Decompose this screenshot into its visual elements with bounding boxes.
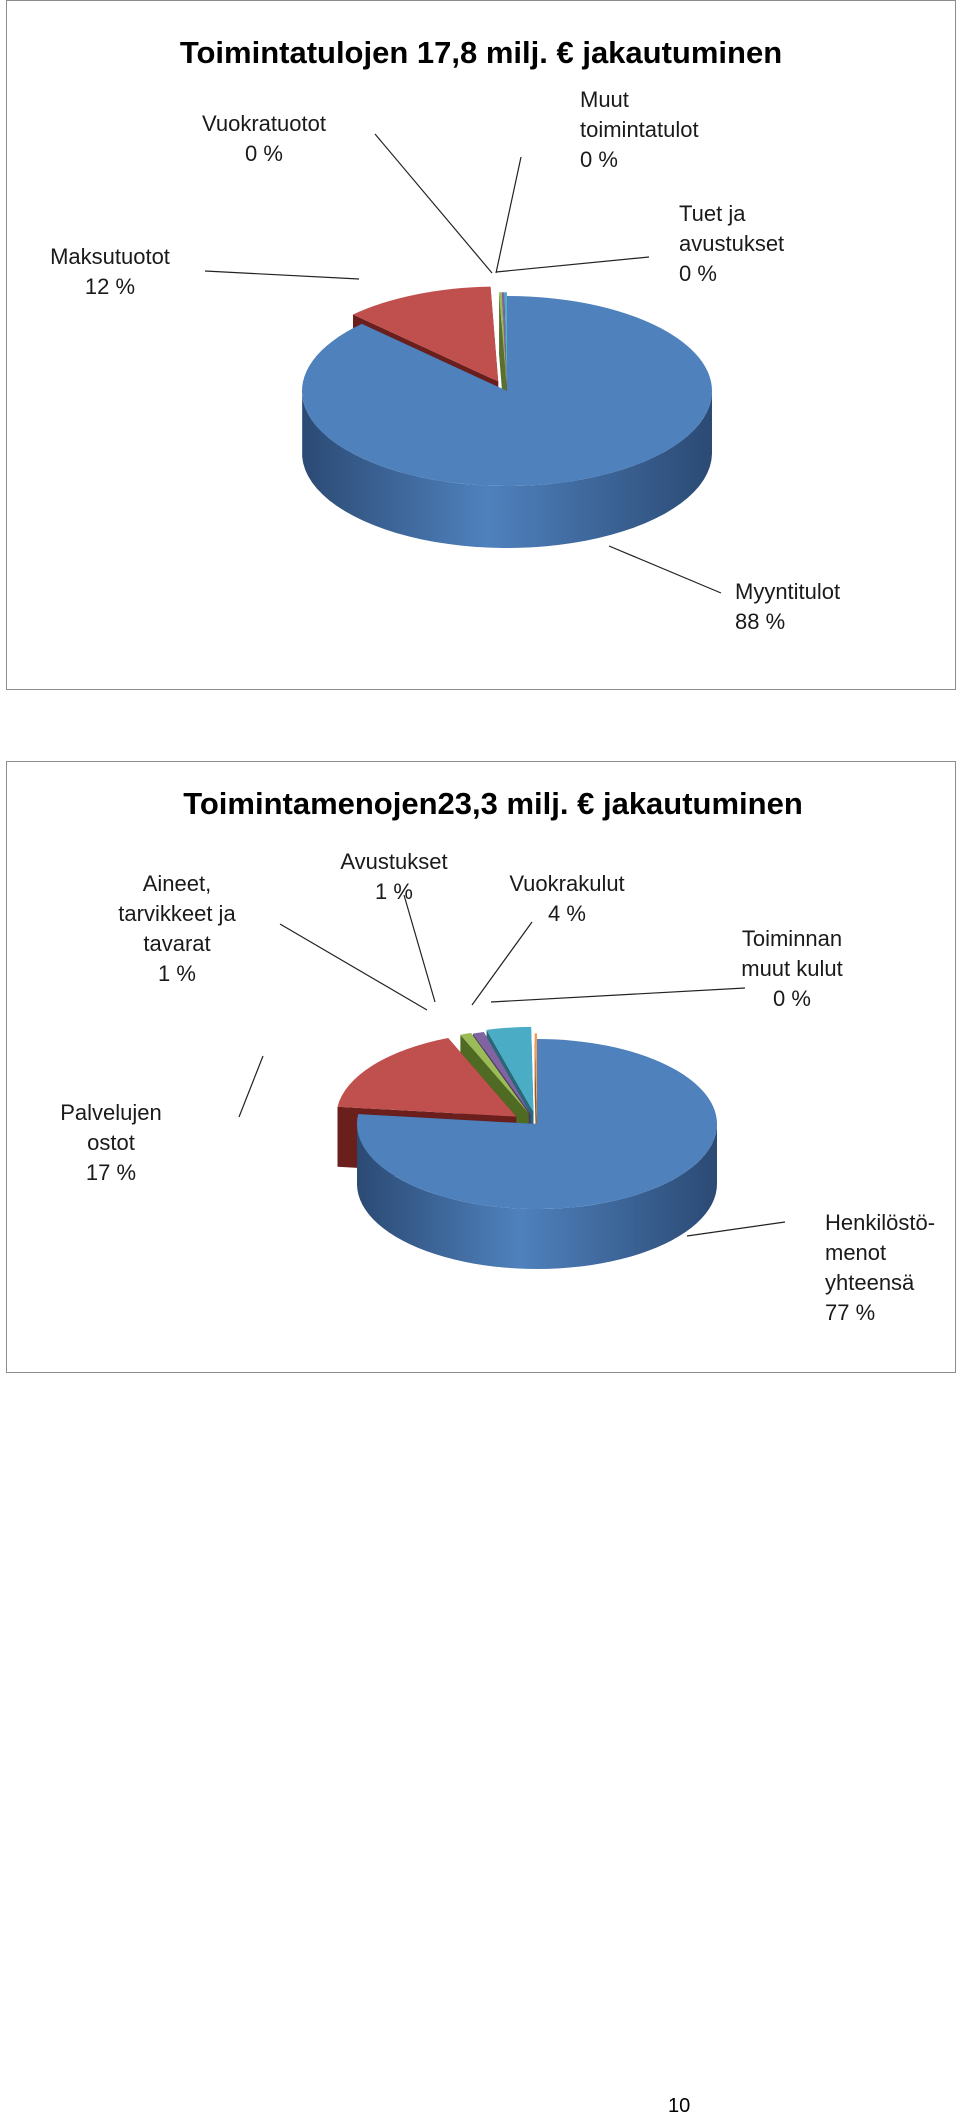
slice-label-toiminnan-muut-kulut: Toiminnan muut kulut 0 % [741, 926, 843, 1011]
leader-line-tuet-ja-avustukset [496, 257, 649, 272]
leader-line-avustukset [404, 895, 435, 1002]
leader-line-aineet-tarvikkeet-ja-tavarat [280, 924, 427, 1010]
slice-label-henkilostomenot-yhteensa: Henkilöstö-menot yhteensä 77 % [825, 1210, 936, 1325]
chart-title: Toimintamenojen23,3 milj. € jakautuminen [183, 786, 803, 821]
leader-line-myyntitulot [609, 546, 721, 593]
slice-label-aineet-tarvikkeet-ja-tavarat: Aineet, tarvikkeet ja tavarat 1 % [118, 871, 236, 986]
revenue-pie-svg [7, 1, 955, 689]
page-number: 10 [668, 2095, 691, 2117]
slice-label-myyntitulot: Myyntitulot 88 % [735, 579, 841, 634]
slice-label-palvelujen-ostot: Palvelujen ostot 17 % [60, 1100, 162, 1185]
leader-line-muut-toimintatulot [496, 157, 521, 273]
slice-label-vuokratuotot: Vuokratuotot 0 % [202, 111, 326, 166]
leader-line-palvelujen-ostot [239, 1056, 263, 1117]
slice-label-muut-toimintatulot: Muut toimintatulot 0 % [580, 87, 699, 172]
slice-label-avustukset: Avustukset 1 % [340, 849, 448, 904]
chart-title: Toimintatulojen 17,8 milj. € jakautuminen [179, 35, 783, 70]
expense-pie-chart [6, 761, 956, 1373]
leader-line-toiminnan-muut-kulut [491, 988, 745, 1002]
revenue-pie-chart [6, 0, 956, 690]
slice-label-vuokrakulut: Vuokrakulut 4 % [509, 871, 625, 926]
expense-pie-svg [7, 762, 955, 1372]
leader-line-maksutuotot [205, 271, 359, 279]
leader-line-vuokratuotot [375, 134, 492, 273]
slice-label-maksutuotot: Maksutuotot 12 % [50, 244, 170, 299]
pie-slice-myyntitulot [302, 296, 712, 548]
slice-label-tuet-ja-avustukset: Tuet ja avustukset 0 % [679, 201, 785, 286]
leader-line-vuokrakulut [472, 922, 532, 1005]
leader-line-henkilostomenot-yhteensa [687, 1222, 785, 1236]
